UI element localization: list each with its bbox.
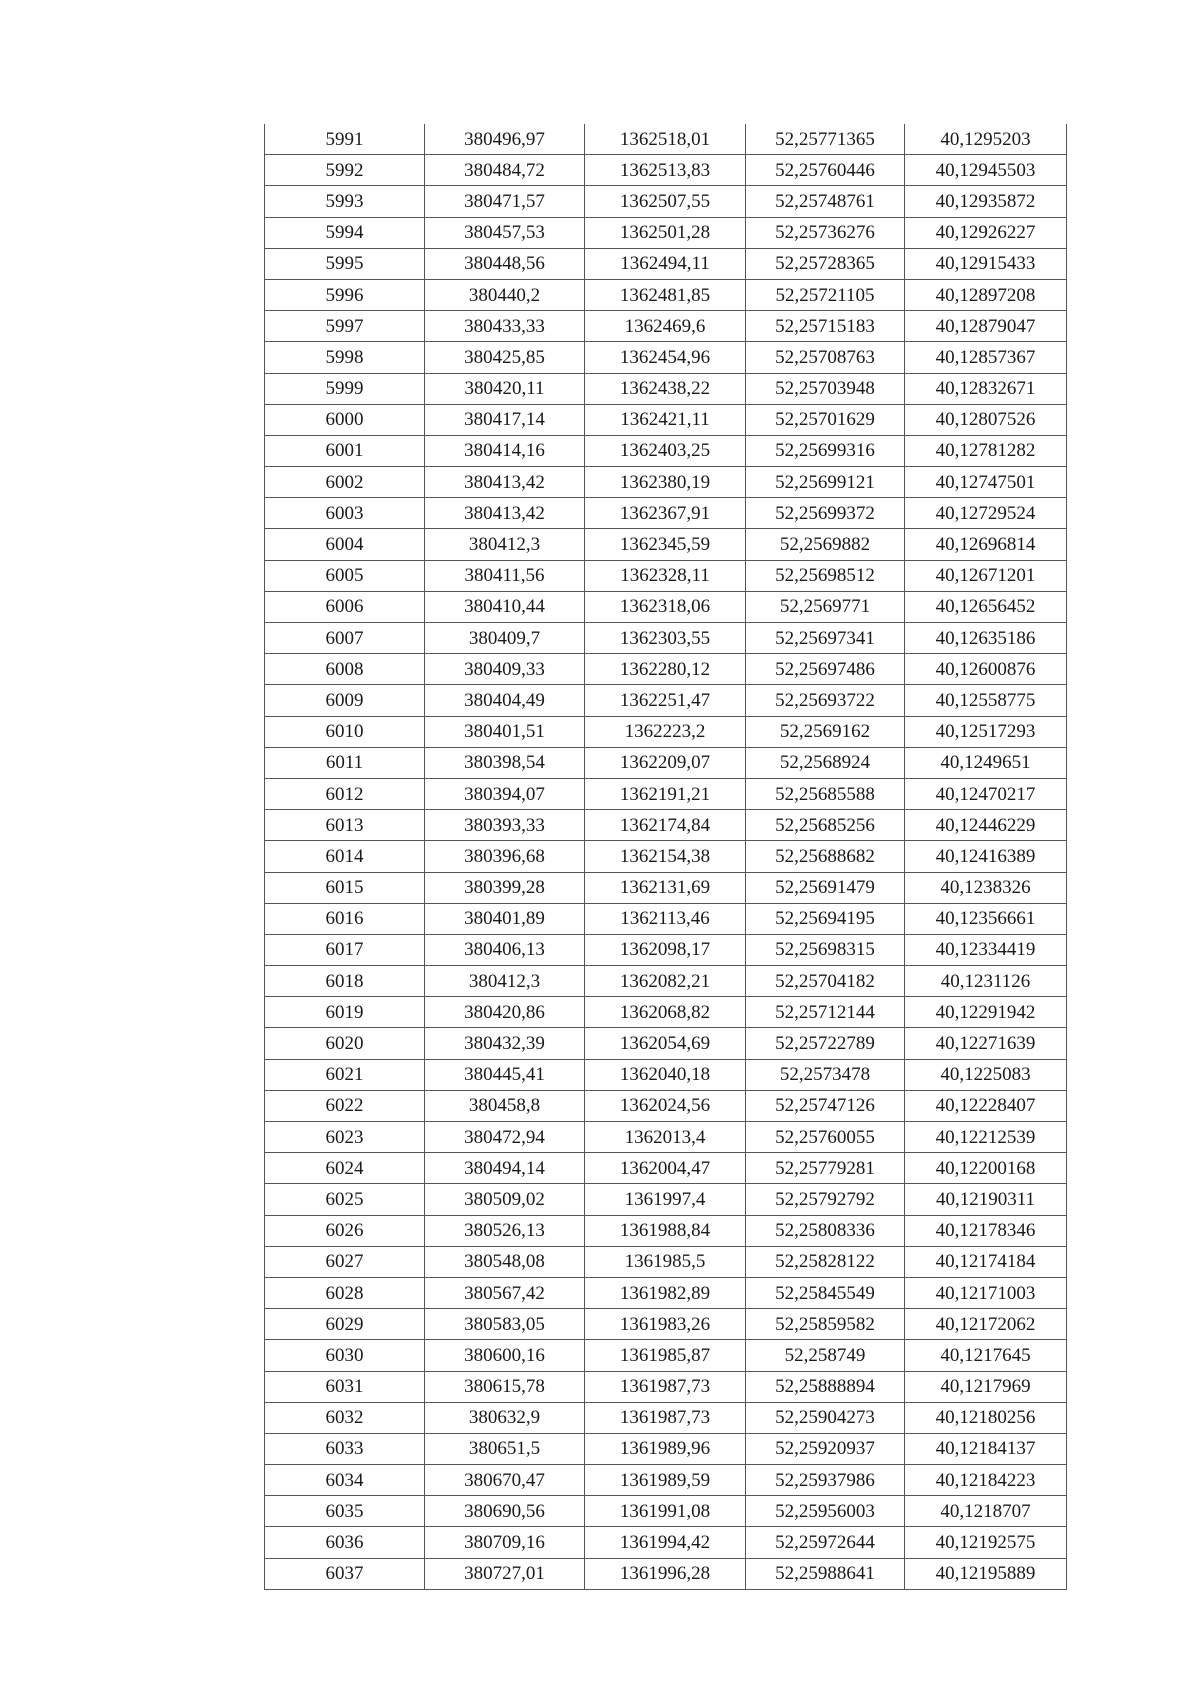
table-row: [265, 404, 1067, 435]
longitude-cell: 40,12356661: [905, 903, 1067, 934]
y-coordinate-cell: 1362328,11: [585, 560, 746, 591]
longitude-cell: 40,12600876: [905, 654, 1067, 685]
y-coordinate-cell: 1361989,96: [585, 1433, 746, 1464]
longitude-cell: 40,1217969: [905, 1371, 1067, 1402]
x-coordinate-cell: 380727,01: [425, 1558, 585, 1589]
longitude-cell: 40,12212539: [905, 1122, 1067, 1153]
point-number-cell: 6010: [265, 716, 425, 747]
table-row: [265, 1371, 1067, 1402]
point-number-cell: 6012: [265, 778, 425, 809]
table-row: [265, 467, 1067, 498]
y-coordinate-cell: 1361987,73: [585, 1371, 746, 1402]
x-coordinate-cell: 380632,9: [425, 1402, 585, 1433]
point-number-cell: 5996: [265, 279, 425, 310]
longitude-cell: 40,12926227: [905, 217, 1067, 248]
latitude-cell: 52,25685588: [746, 778, 905, 809]
x-coordinate-cell: 380396,68: [425, 841, 585, 872]
longitude-cell: 40,12671201: [905, 560, 1067, 591]
y-coordinate-cell: 1362191,21: [585, 778, 746, 809]
longitude-cell: 40,12935872: [905, 186, 1067, 217]
point-number-cell: 6006: [265, 591, 425, 622]
point-number-cell: 6007: [265, 623, 425, 654]
longitude-cell: 40,12915433: [905, 248, 1067, 279]
latitude-cell: 52,25888894: [746, 1371, 905, 1402]
longitude-cell: 40,12897208: [905, 279, 1067, 310]
latitude-cell: 52,25736276: [746, 217, 905, 248]
x-coordinate-cell: 380615,78: [425, 1371, 585, 1402]
y-coordinate-cell: 1362403,25: [585, 435, 746, 466]
y-coordinate-cell: 1361994,42: [585, 1527, 746, 1558]
x-coordinate-cell: 380413,42: [425, 467, 585, 498]
point-number-cell: 6004: [265, 529, 425, 560]
point-number-cell: 6033: [265, 1433, 425, 1464]
latitude-cell: 52,25699316: [746, 435, 905, 466]
table-row: [265, 903, 1067, 934]
latitude-cell: 52,25704182: [746, 966, 905, 997]
x-coordinate-cell: 380496,97: [425, 124, 585, 155]
longitude-cell: 40,12192575: [905, 1527, 1067, 1558]
latitude-cell: 52,25771365: [746, 124, 905, 155]
x-coordinate-cell: 380414,16: [425, 435, 585, 466]
latitude-cell: 52,25760446: [746, 155, 905, 186]
longitude-cell: 40,1295203: [905, 124, 1067, 155]
table-row: [265, 997, 1067, 1028]
latitude-cell: 52,25699121: [746, 467, 905, 498]
point-number-cell: 6029: [265, 1309, 425, 1340]
point-number-cell: 6001: [265, 435, 425, 466]
longitude-cell: 40,12334419: [905, 934, 1067, 965]
table-row: [265, 934, 1067, 965]
latitude-cell: 52,25698315: [746, 934, 905, 965]
point-number-cell: 6003: [265, 498, 425, 529]
x-coordinate-cell: 380406,13: [425, 934, 585, 965]
longitude-cell: 40,12271639: [905, 1028, 1067, 1059]
table-row: [265, 1215, 1067, 1246]
point-number-cell: 6019: [265, 997, 425, 1028]
y-coordinate-cell: 1362098,17: [585, 934, 746, 965]
y-coordinate-cell: 1362507,55: [585, 186, 746, 217]
longitude-cell: 40,12857367: [905, 342, 1067, 373]
y-coordinate-cell: 1362438,22: [585, 373, 746, 404]
point-number-cell: 6035: [265, 1496, 425, 1527]
y-coordinate-cell: 1362518,01: [585, 124, 746, 155]
y-coordinate-cell: 1362040,18: [585, 1059, 746, 1090]
latitude-cell: 52,258749: [746, 1340, 905, 1371]
x-coordinate-cell: 380394,07: [425, 778, 585, 809]
coordinates-table-body: [265, 124, 1067, 1589]
table-row: [265, 373, 1067, 404]
point-number-cell: 6023: [265, 1122, 425, 1153]
table-row: [265, 685, 1067, 716]
latitude-cell: 52,25715183: [746, 311, 905, 342]
y-coordinate-cell: 1362280,12: [585, 654, 746, 685]
latitude-cell: 52,25722789: [746, 1028, 905, 1059]
longitude-cell: 40,12200168: [905, 1153, 1067, 1184]
point-number-cell: 6024: [265, 1153, 425, 1184]
table-row: [265, 591, 1067, 622]
latitude-cell: 52,25792792: [746, 1184, 905, 1215]
latitude-cell: 52,25845549: [746, 1277, 905, 1308]
latitude-cell: 52,25728365: [746, 248, 905, 279]
latitude-cell: 52,25698512: [746, 560, 905, 591]
table-row: [265, 529, 1067, 560]
point-number-cell: 6008: [265, 654, 425, 685]
longitude-cell: 40,12729524: [905, 498, 1067, 529]
x-coordinate-cell: 380458,8: [425, 1090, 585, 1121]
latitude-cell: 52,25703948: [746, 373, 905, 404]
x-coordinate-cell: 380410,44: [425, 591, 585, 622]
x-coordinate-cell: 380567,42: [425, 1277, 585, 1308]
table-row: [265, 155, 1067, 186]
y-coordinate-cell: 1361985,87: [585, 1340, 746, 1371]
table-row: [265, 1153, 1067, 1184]
latitude-cell: 52,25808336: [746, 1215, 905, 1246]
y-coordinate-cell: 1361983,26: [585, 1309, 746, 1340]
point-number-cell: 6026: [265, 1215, 425, 1246]
table-row: [265, 747, 1067, 778]
point-number-cell: 6020: [265, 1028, 425, 1059]
point-number-cell: 6037: [265, 1558, 425, 1589]
point-number-cell: 6011: [265, 747, 425, 778]
longitude-cell: 40,12879047: [905, 311, 1067, 342]
latitude-cell: 52,25779281: [746, 1153, 905, 1184]
longitude-cell: 40,12446229: [905, 810, 1067, 841]
y-coordinate-cell: 1362454,96: [585, 342, 746, 373]
x-coordinate-cell: 380457,53: [425, 217, 585, 248]
y-coordinate-cell: 1362174,84: [585, 810, 746, 841]
x-coordinate-cell: 380404,49: [425, 685, 585, 716]
x-coordinate-cell: 380433,33: [425, 311, 585, 342]
longitude-cell: 40,1217645: [905, 1340, 1067, 1371]
table-row: [265, 560, 1067, 591]
table-row: [265, 1402, 1067, 1433]
x-coordinate-cell: 380509,02: [425, 1184, 585, 1215]
table-row: [265, 1277, 1067, 1308]
y-coordinate-cell: 1361988,84: [585, 1215, 746, 1246]
coordinates-table: [264, 124, 1067, 1590]
latitude-cell: 52,25688682: [746, 841, 905, 872]
y-coordinate-cell: 1362318,06: [585, 591, 746, 622]
x-coordinate-cell: 380399,28: [425, 872, 585, 903]
y-coordinate-cell: 1362131,69: [585, 872, 746, 903]
x-coordinate-cell: 380412,3: [425, 966, 585, 997]
longitude-cell: 40,12180256: [905, 1402, 1067, 1433]
x-coordinate-cell: 380526,13: [425, 1215, 585, 1246]
x-coordinate-cell: 380445,41: [425, 1059, 585, 1090]
y-coordinate-cell: 1362251,47: [585, 685, 746, 716]
table-row: [265, 217, 1067, 248]
longitude-cell: 40,12171003: [905, 1277, 1067, 1308]
latitude-cell: 52,25760055: [746, 1122, 905, 1153]
point-number-cell: 5995: [265, 248, 425, 279]
table-row: [265, 311, 1067, 342]
y-coordinate-cell: 1361982,89: [585, 1277, 746, 1308]
y-coordinate-cell: 1362513,83: [585, 155, 746, 186]
longitude-cell: 40,12172062: [905, 1309, 1067, 1340]
point-number-cell: 6005: [265, 560, 425, 591]
y-coordinate-cell: 1362501,28: [585, 217, 746, 248]
y-coordinate-cell: 1362154,38: [585, 841, 746, 872]
longitude-cell: 40,1231126: [905, 966, 1067, 997]
x-coordinate-cell: 380417,14: [425, 404, 585, 435]
table-row: [265, 435, 1067, 466]
longitude-cell: 40,1218707: [905, 1496, 1067, 1527]
longitude-cell: 40,12558775: [905, 685, 1067, 716]
x-coordinate-cell: 380401,89: [425, 903, 585, 934]
x-coordinate-cell: 380709,16: [425, 1527, 585, 1558]
point-number-cell: 6014: [265, 841, 425, 872]
longitude-cell: 40,12195889: [905, 1558, 1067, 1589]
y-coordinate-cell: 1362421,11: [585, 404, 746, 435]
y-coordinate-cell: 1361989,59: [585, 1465, 746, 1496]
longitude-cell: 40,12832671: [905, 373, 1067, 404]
longitude-cell: 40,12190311: [905, 1184, 1067, 1215]
longitude-cell: 40,12228407: [905, 1090, 1067, 1121]
point-number-cell: 6030: [265, 1340, 425, 1371]
y-coordinate-cell: 1361991,08: [585, 1496, 746, 1527]
x-coordinate-cell: 380425,85: [425, 342, 585, 373]
latitude-cell: 52,25697341: [746, 623, 905, 654]
table-row: [265, 1496, 1067, 1527]
point-number-cell: 6015: [265, 872, 425, 903]
y-coordinate-cell: 1362209,07: [585, 747, 746, 778]
point-number-cell: 6013: [265, 810, 425, 841]
x-coordinate-cell: 380401,51: [425, 716, 585, 747]
y-coordinate-cell: 1361997,4: [585, 1184, 746, 1215]
latitude-cell: 52,25972644: [746, 1527, 905, 1558]
y-coordinate-cell: 1362303,55: [585, 623, 746, 654]
y-coordinate-cell: 1361985,5: [585, 1246, 746, 1277]
point-number-cell: 6018: [265, 966, 425, 997]
point-number-cell: 6016: [265, 903, 425, 934]
x-coordinate-cell: 380548,08: [425, 1246, 585, 1277]
table-row: [265, 654, 1067, 685]
x-coordinate-cell: 380494,14: [425, 1153, 585, 1184]
table-row: [265, 1059, 1067, 1090]
point-number-cell: 5993: [265, 186, 425, 217]
latitude-cell: 52,2569162: [746, 716, 905, 747]
x-coordinate-cell: 380484,72: [425, 155, 585, 186]
table-row: [265, 1184, 1067, 1215]
longitude-cell: 40,1249651: [905, 747, 1067, 778]
point-number-cell: 6021: [265, 1059, 425, 1090]
table-row: [265, 872, 1067, 903]
point-number-cell: 5998: [265, 342, 425, 373]
longitude-cell: 40,12781282: [905, 435, 1067, 466]
table-row: [265, 1028, 1067, 1059]
x-coordinate-cell: 380471,57: [425, 186, 585, 217]
table-row: [265, 1340, 1067, 1371]
x-coordinate-cell: 380670,47: [425, 1465, 585, 1496]
point-number-cell: 6034: [265, 1465, 425, 1496]
latitude-cell: 52,25685256: [746, 810, 905, 841]
point-number-cell: 6022: [265, 1090, 425, 1121]
x-coordinate-cell: 380690,56: [425, 1496, 585, 1527]
latitude-cell: 52,25988641: [746, 1558, 905, 1589]
latitude-cell: 52,25956003: [746, 1496, 905, 1527]
y-coordinate-cell: 1362013,4: [585, 1122, 746, 1153]
y-coordinate-cell: 1362345,59: [585, 529, 746, 560]
table-row: [265, 1309, 1067, 1340]
longitude-cell: 40,12291942: [905, 997, 1067, 1028]
point-number-cell: 6036: [265, 1527, 425, 1558]
x-coordinate-cell: 380420,11: [425, 373, 585, 404]
x-coordinate-cell: 380409,7: [425, 623, 585, 654]
point-number-cell: 6025: [265, 1184, 425, 1215]
x-coordinate-cell: 380583,05: [425, 1309, 585, 1340]
point-number-cell: 6002: [265, 467, 425, 498]
y-coordinate-cell: 1362380,19: [585, 467, 746, 498]
table-row: [265, 778, 1067, 809]
latitude-cell: 52,25747126: [746, 1090, 905, 1121]
table-row: [265, 1433, 1067, 1464]
table-row: [265, 1246, 1067, 1277]
x-coordinate-cell: 380409,33: [425, 654, 585, 685]
longitude-cell: 40,12656452: [905, 591, 1067, 622]
latitude-cell: 52,25699372: [746, 498, 905, 529]
table-row: [265, 716, 1067, 747]
latitude-cell: 52,25859582: [746, 1309, 905, 1340]
latitude-cell: 52,25937986: [746, 1465, 905, 1496]
longitude-cell: 40,12696814: [905, 529, 1067, 560]
point-number-cell: 5991: [265, 124, 425, 155]
longitude-cell: 40,12635186: [905, 623, 1067, 654]
latitude-cell: 52,25904273: [746, 1402, 905, 1433]
x-coordinate-cell: 380432,39: [425, 1028, 585, 1059]
point-number-cell: 6017: [265, 934, 425, 965]
point-number-cell: 6031: [265, 1371, 425, 1402]
x-coordinate-cell: 380440,2: [425, 279, 585, 310]
latitude-cell: 52,25697486: [746, 654, 905, 685]
longitude-cell: 40,12747501: [905, 467, 1067, 498]
latitude-cell: 52,25828122: [746, 1246, 905, 1277]
longitude-cell: 40,12184137: [905, 1433, 1067, 1464]
table-row: [265, 1465, 1067, 1496]
latitude-cell: 52,25701629: [746, 404, 905, 435]
table-row: [265, 1558, 1067, 1589]
table-row: [265, 186, 1067, 217]
latitude-cell: 52,25712144: [746, 997, 905, 1028]
table-row: [265, 1527, 1067, 1558]
x-coordinate-cell: 380448,56: [425, 248, 585, 279]
point-number-cell: 6032: [265, 1402, 425, 1433]
table-row: [265, 498, 1067, 529]
y-coordinate-cell: 1362481,85: [585, 279, 746, 310]
point-number-cell: 6027: [265, 1246, 425, 1277]
longitude-cell: 40,12416389: [905, 841, 1067, 872]
longitude-cell: 40,12178346: [905, 1215, 1067, 1246]
y-coordinate-cell: 1362054,69: [585, 1028, 746, 1059]
table-row: [265, 623, 1067, 654]
x-coordinate-cell: 380411,56: [425, 560, 585, 591]
latitude-cell: 52,25721105: [746, 279, 905, 310]
latitude-cell: 52,2573478: [746, 1059, 905, 1090]
x-coordinate-cell: 380651,5: [425, 1433, 585, 1464]
latitude-cell: 52,25693722: [746, 685, 905, 716]
table-row: [265, 1090, 1067, 1121]
y-coordinate-cell: 1361996,28: [585, 1558, 746, 1589]
y-coordinate-cell: 1362068,82: [585, 997, 746, 1028]
latitude-cell: 52,2569771: [746, 591, 905, 622]
y-coordinate-cell: 1362113,46: [585, 903, 746, 934]
latitude-cell: 52,2569882: [746, 529, 905, 560]
table-row: [265, 248, 1067, 279]
x-coordinate-cell: 380472,94: [425, 1122, 585, 1153]
latitude-cell: 52,25691479: [746, 872, 905, 903]
y-coordinate-cell: 1362004,47: [585, 1153, 746, 1184]
longitude-cell: 40,12184223: [905, 1465, 1067, 1496]
x-coordinate-cell: 380413,42: [425, 498, 585, 529]
y-coordinate-cell: 1362223,2: [585, 716, 746, 747]
x-coordinate-cell: 380420,86: [425, 997, 585, 1028]
latitude-cell: 52,25694195: [746, 903, 905, 934]
x-coordinate-cell: 380393,33: [425, 810, 585, 841]
latitude-cell: 52,25920937: [746, 1433, 905, 1464]
table-row: [265, 810, 1067, 841]
y-coordinate-cell: 1362082,21: [585, 966, 746, 997]
table-row: [265, 342, 1067, 373]
longitude-cell: 40,12517293: [905, 716, 1067, 747]
point-number-cell: 6028: [265, 1277, 425, 1308]
latitude-cell: 52,25708763: [746, 342, 905, 373]
longitude-cell: 40,12945503: [905, 155, 1067, 186]
point-number-cell: 5999: [265, 373, 425, 404]
latitude-cell: 52,2568924: [746, 747, 905, 778]
point-number-cell: 5992: [265, 155, 425, 186]
y-coordinate-cell: 1361987,73: [585, 1402, 746, 1433]
longitude-cell: 40,12470217: [905, 778, 1067, 809]
table-row: [265, 279, 1067, 310]
longitude-cell: 40,12174184: [905, 1246, 1067, 1277]
y-coordinate-cell: 1362494,11: [585, 248, 746, 279]
point-number-cell: 6000: [265, 404, 425, 435]
y-coordinate-cell: 1362367,91: [585, 498, 746, 529]
y-coordinate-cell: 1362469,6: [585, 311, 746, 342]
table-row: [265, 966, 1067, 997]
table-row: [265, 1122, 1067, 1153]
point-number-cell: 6009: [265, 685, 425, 716]
latitude-cell: 52,25748761: [746, 186, 905, 217]
longitude-cell: 40,1238326: [905, 872, 1067, 903]
table-row: [265, 841, 1067, 872]
x-coordinate-cell: 380412,3: [425, 529, 585, 560]
longitude-cell: 40,1225083: [905, 1059, 1067, 1090]
y-coordinate-cell: 1362024,56: [585, 1090, 746, 1121]
point-number-cell: 5994: [265, 217, 425, 248]
longitude-cell: 40,12807526: [905, 404, 1067, 435]
point-number-cell: 5997: [265, 311, 425, 342]
table-row: [265, 124, 1067, 155]
x-coordinate-cell: 380398,54: [425, 747, 585, 778]
x-coordinate-cell: 380600,16: [425, 1340, 585, 1371]
